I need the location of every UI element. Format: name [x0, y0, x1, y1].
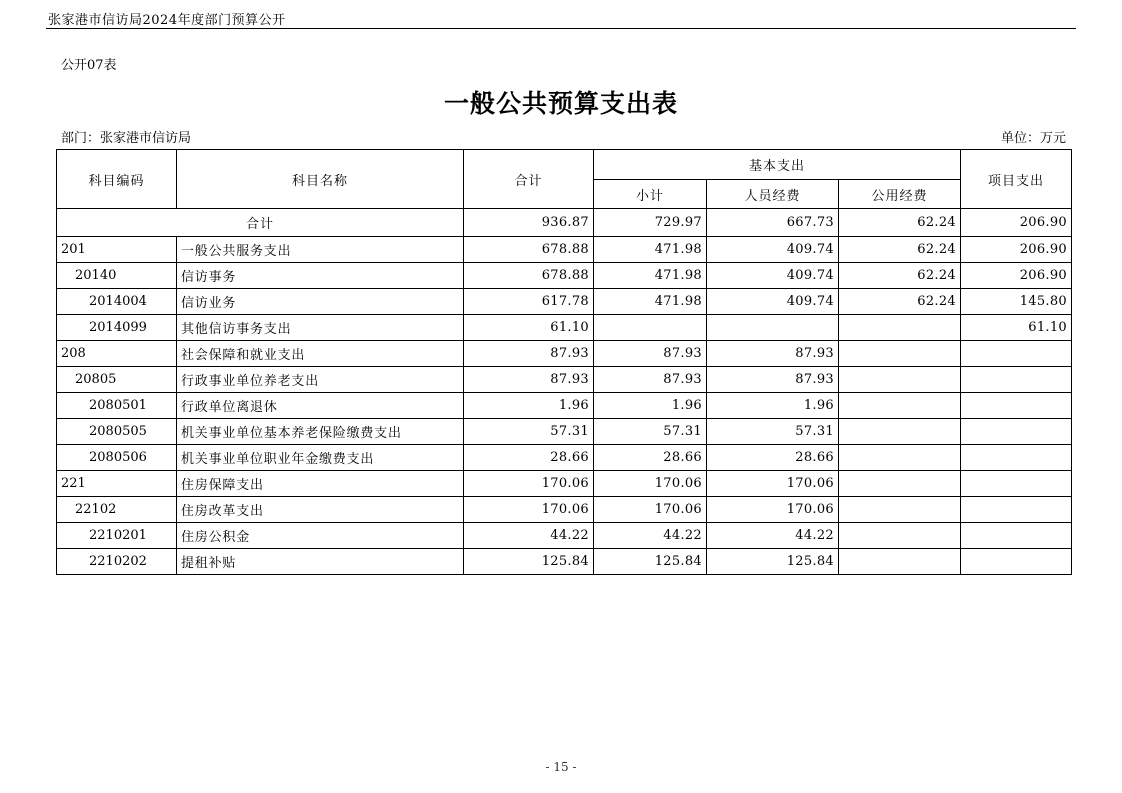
- public-cell: [839, 497, 961, 523]
- public-cell: 62.24: [839, 209, 961, 237]
- department-label: 部门：张家港市信访局: [61, 131, 192, 146]
- public-cell: 62.24: [839, 289, 961, 315]
- total-label: 合计: [57, 209, 464, 237]
- code-cell: 208: [57, 341, 177, 367]
- table-number: 公开07表: [61, 58, 117, 73]
- total-row: [57, 209, 1072, 237]
- personnel-cell: 28.66: [707, 445, 839, 471]
- project-cell: 61.10: [961, 315, 1072, 341]
- total-cell: 678.88: [464, 263, 594, 289]
- budget-table: [56, 149, 1072, 575]
- name-cell: 提租补贴: [177, 549, 464, 575]
- header-rule: [46, 28, 1076, 29]
- subtotal-cell: 28.66: [594, 445, 707, 471]
- table-row: [57, 263, 1072, 289]
- header-basic: 基本支出: [594, 150, 961, 180]
- page-number: - 15 -: [545, 760, 577, 774]
- table-row: [57, 393, 1072, 419]
- personnel-cell: 125.84: [707, 549, 839, 575]
- code-cell: 2014099: [57, 315, 177, 341]
- table-row: [57, 367, 1072, 393]
- subtotal-cell: 471.98: [594, 289, 707, 315]
- public-cell: 62.24: [839, 237, 961, 263]
- subtotal-cell: 1.96: [594, 393, 707, 419]
- table-row: [57, 549, 1072, 575]
- total-cell: 617.78: [464, 289, 594, 315]
- header-project: 项目支出: [961, 150, 1072, 209]
- total-cell: 170.06: [464, 497, 594, 523]
- code-cell: 201: [57, 237, 177, 263]
- table-body: [57, 209, 1072, 575]
- code-cell: 2210202: [57, 549, 177, 575]
- subtotal-cell: 170.06: [594, 471, 707, 497]
- subtotal-cell: 44.22: [594, 523, 707, 549]
- personnel-cell: 409.74: [707, 289, 839, 315]
- header-public: 公用经费: [839, 180, 961, 209]
- project-cell: 206.90: [961, 263, 1072, 289]
- table-row: [57, 341, 1072, 367]
- name-cell: 机关事业单位基本养老保险缴费支出: [177, 419, 464, 445]
- table-row: [57, 419, 1072, 445]
- project-cell: [961, 341, 1072, 367]
- header-total: 合计: [464, 150, 594, 209]
- project-cell: [961, 367, 1072, 393]
- code-cell: 22102: [57, 497, 177, 523]
- code-cell: 2080501: [57, 393, 177, 419]
- personnel-cell: 170.06: [707, 471, 839, 497]
- personnel-cell: 409.74: [707, 237, 839, 263]
- header-name: 科目名称: [177, 150, 464, 209]
- name-cell: 行政事业单位养老支出: [177, 367, 464, 393]
- public-cell: 62.24: [839, 263, 961, 289]
- project-cell: [961, 445, 1072, 471]
- total-cell: 61.10: [464, 315, 594, 341]
- total-cell: 87.93: [464, 367, 594, 393]
- public-cell: [839, 341, 961, 367]
- name-cell: 行政单位离退休: [177, 393, 464, 419]
- name-cell: 住房公积金: [177, 523, 464, 549]
- public-cell: [839, 445, 961, 471]
- code-cell: 20805: [57, 367, 177, 393]
- project-cell: 206.90: [961, 237, 1072, 263]
- personnel-cell: 57.31: [707, 419, 839, 445]
- table-row: [57, 315, 1072, 341]
- public-cell: [839, 523, 961, 549]
- unit-label: 单位：万元: [1000, 131, 1066, 146]
- subtotal-cell: 471.98: [594, 237, 707, 263]
- header-code: 科目编码: [57, 150, 177, 209]
- personnel-cell: 87.93: [707, 367, 839, 393]
- name-cell: 住房改革支出: [177, 497, 464, 523]
- total-cell: 44.22: [464, 523, 594, 549]
- subtotal-cell: 125.84: [594, 549, 707, 575]
- code-cell: 2080505: [57, 419, 177, 445]
- code-cell: 2014004: [57, 289, 177, 315]
- name-cell: 住房保障支出: [177, 471, 464, 497]
- personnel-cell: 409.74: [707, 263, 839, 289]
- table-row: [57, 523, 1072, 549]
- table-row: [57, 471, 1072, 497]
- code-cell: 2210201: [57, 523, 177, 549]
- page-title: 一般公共预算支出表: [443, 89, 678, 118]
- name-cell: 社会保障和就业支出: [177, 341, 464, 367]
- table-row: [57, 445, 1072, 471]
- public-cell: [839, 471, 961, 497]
- total-cell: 28.66: [464, 445, 594, 471]
- table-row: [57, 237, 1072, 263]
- public-cell: [839, 315, 961, 341]
- name-cell: 其他信访事务支出: [177, 315, 464, 341]
- table-row: [57, 497, 1072, 523]
- subtotal-cell: 729.97: [594, 209, 707, 237]
- name-cell: 信访业务: [177, 289, 464, 315]
- total-cell: 57.31: [464, 419, 594, 445]
- project-cell: [961, 497, 1072, 523]
- total-cell: 87.93: [464, 341, 594, 367]
- personnel-cell: 87.93: [707, 341, 839, 367]
- subtotal-cell: 87.93: [594, 367, 707, 393]
- subtotal-cell: [594, 315, 707, 341]
- name-cell: 一般公共服务支出: [177, 237, 464, 263]
- project-cell: [961, 471, 1072, 497]
- public-cell: [839, 419, 961, 445]
- subtotal-cell: 471.98: [594, 263, 707, 289]
- project-cell: [961, 393, 1072, 419]
- subtotal-cell: 57.31: [594, 419, 707, 445]
- total-cell: 125.84: [464, 549, 594, 575]
- project-cell: [961, 523, 1072, 549]
- public-cell: [839, 549, 961, 575]
- project-cell: [961, 419, 1072, 445]
- personnel-cell: 1.96: [707, 393, 839, 419]
- name-cell: 机关事业单位职业年金缴费支出: [177, 445, 464, 471]
- header-personnel: 人员经费: [707, 180, 839, 209]
- running-header: 张家港市信访局2024年度部门预算公开: [48, 13, 286, 28]
- total-cell: 1.96: [464, 393, 594, 419]
- personnel-cell: 667.73: [707, 209, 839, 237]
- personnel-cell: 170.06: [707, 497, 839, 523]
- code-cell: 221: [57, 471, 177, 497]
- total-cell: 170.06: [464, 471, 594, 497]
- table-row: [57, 289, 1072, 315]
- public-cell: [839, 367, 961, 393]
- public-cell: [839, 393, 961, 419]
- project-cell: [961, 549, 1072, 575]
- header-subtotal: 小计: [594, 180, 707, 209]
- personnel-cell: 44.22: [707, 523, 839, 549]
- name-cell: 信访事务: [177, 263, 464, 289]
- subtotal-cell: 87.93: [594, 341, 707, 367]
- project-cell: 206.90: [961, 209, 1072, 237]
- subtotal-cell: 170.06: [594, 497, 707, 523]
- personnel-cell: [707, 315, 839, 341]
- code-cell: 20140: [57, 263, 177, 289]
- total-cell: 936.87: [464, 209, 594, 237]
- total-cell: 678.88: [464, 237, 594, 263]
- project-cell: 145.80: [961, 289, 1072, 315]
- code-cell: 2080506: [57, 445, 177, 471]
